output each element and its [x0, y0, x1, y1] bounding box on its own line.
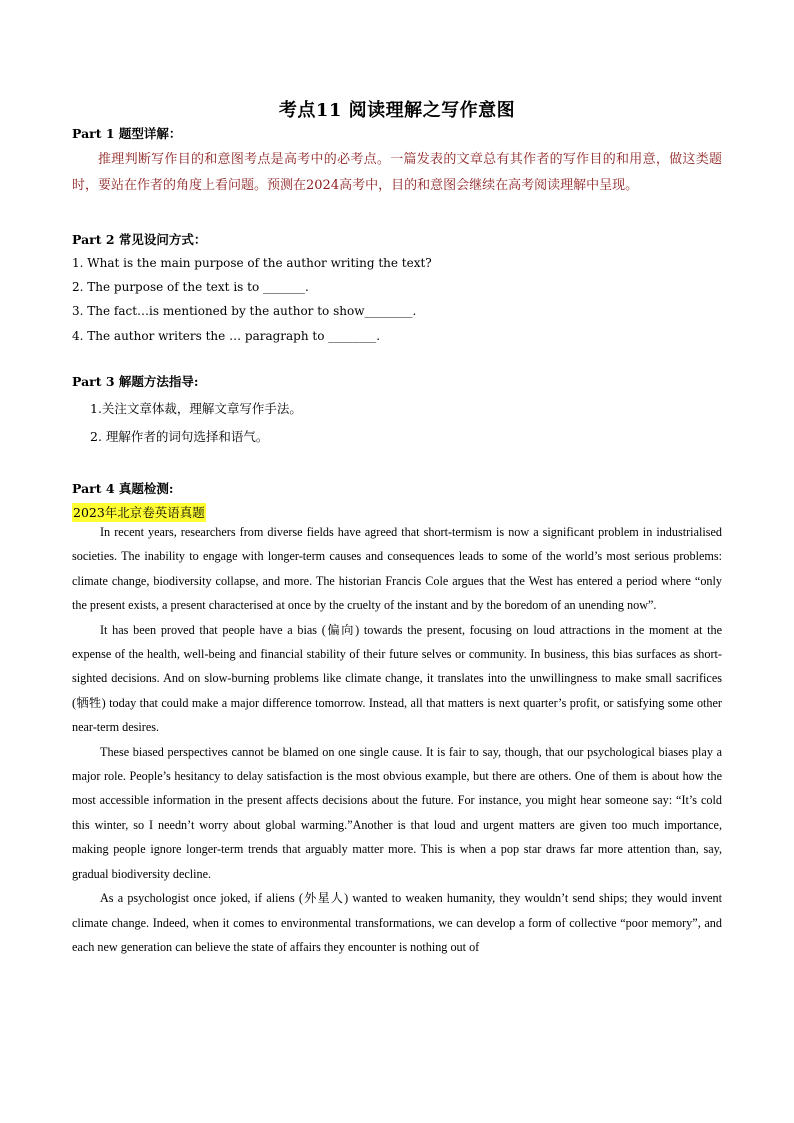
question-item: 1. What is the main purpose of the author writing the text?	[72, 256, 432, 270]
passage-paragraph: In recent years, researchers from diverse fields have agreed that short-termism is now a significant problem in industrialised societies. The inability to engage with longer-term causes and consequences leads to some of the world’s most serious problems: climate change, biodiversity collapse, and more. The historian Francis Cole argues that the West has entered a period where “only the present exists, a present characterised at once by the cruelty of the instant and by the boredom of an unending now”.	[72, 525, 722, 613]
part2-heading: Part 2 常见设问方式：	[72, 232, 207, 247]
page-title: 考点11 阅读理解之写作意图	[278, 100, 516, 121]
source-highlight: 2023年北京卷英语真题	[73, 505, 205, 520]
part4-heading: Part 4 真题检测:	[72, 481, 174, 496]
reading-passage	[72, 520, 722, 959]
question-item: 3. The fact…is mentioned by the author to show________.	[72, 304, 417, 318]
part1-heading: Part 1 题型详解：	[72, 126, 182, 141]
part3-heading: Part 3 解题方法指导:	[72, 374, 199, 389]
method-tip: 1.关注文章体裁，理解文章写作手法。	[90, 401, 302, 416]
question-item: 4. The author writers the … paragraph to ________.	[72, 329, 381, 343]
passage-paragraph: It has been proved that people have a bias (偏向) towards the present, focusing on loud attractions in the moment at the expense of the health, well-being and financial stability of their future selves or community. In business, this bias surfaces as short-sighted decisions. And on slow-burning problems like climate change, it translates into the unwillingness to make small sacrifices (牺牲) today that could make a major difference tomorrow. Instead, all that matters is next quarter’s profit, or satisfying some other near-term desires.	[72, 622, 722, 735]
passage-paragraph: These biased perspectives cannot be blamed on one single cause. It is fair to say, though, that our psychological biases play a major role. People’s hesitancy to delay satisfaction is the most obvious example, but there are others. One of them is about how the most accessible information in the present affects decisions about the future. For instance, you might hear someone say: “It’s cold this winter, so I needn’t worry about global warming.”Another is that loud and urgent matters are given too much importance, making people ignore longer-term trends that arguably matter more. This is when a pop star draws far more attention than, say, gradual biodiversity decline.	[72, 744, 722, 881]
passage-paragraph: As a psychologist once joked, if aliens (外星人) wanted to weaken humanity, they wouldn’t send ships; they would invent climate change. Indeed, when it comes to environmental transformations, we can develop a form of collective “poor memory”, and each new generation can believe the state of affairs they encounter is nothing out of	[72, 891, 722, 954]
method-tip: 2. 理解作者的词句选择和语气。	[90, 429, 269, 444]
part1-intro-text: 推理判断写作目的和意图考点是高考中的必考点。一篇发表的文章总有其作者的写作目的和用意，做这类题时，要站在作者的角度上看问题。预测在2024高考中，目的和意图会继续在高考阅读理解中呈现。	[72, 152, 722, 193]
question-item: 2. The purpose of the text is to _______.	[72, 280, 309, 294]
